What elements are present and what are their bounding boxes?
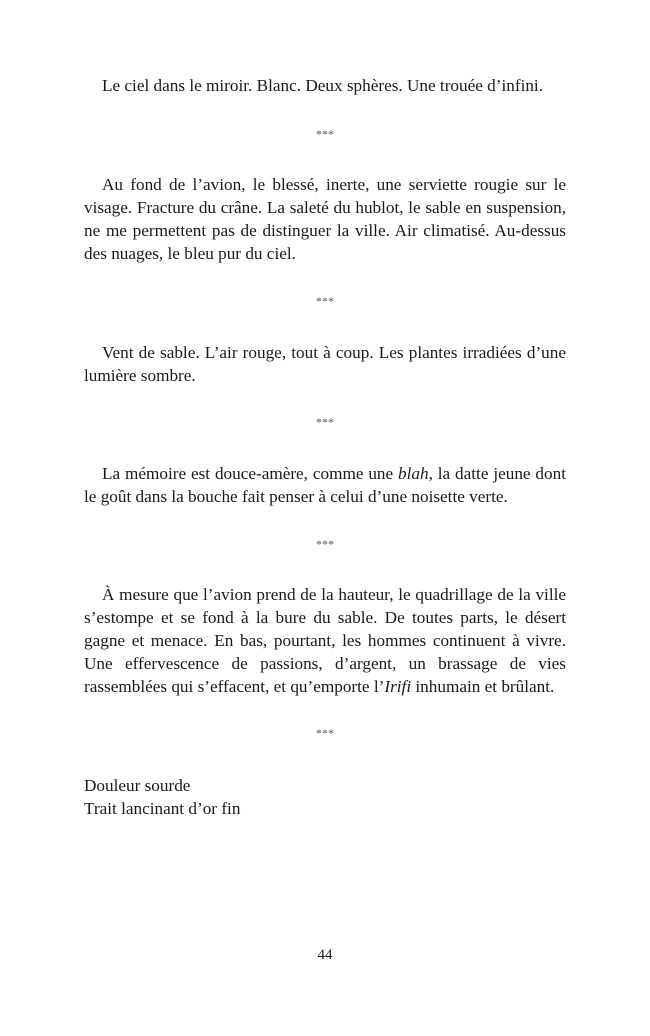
page-body — [84, 74, 566, 820]
section-separator-4: *** — [316, 537, 334, 551]
paragraph-2 — [84, 173, 566, 265]
paragraph-2-text: Au fond de l’avion, le blessé, inerte, une serviette rougie sur le visage. Fracture du crâne. La saleté du hublot, le sable en suspension, ne me permettent pas de distinguer la ville. Air climatisé. Au-dessus des nuages, le bleu pur du ciel. — [84, 175, 566, 263]
section-separator-3: *** — [316, 415, 334, 429]
paragraph-5 — [84, 583, 566, 698]
verse-line-1: Douleur sourde — [84, 776, 191, 795]
section-separator-2: *** — [316, 294, 334, 308]
paragraph-5-italic-word: Irifi — [384, 677, 412, 696]
verse-block — [84, 774, 566, 820]
paragraph-1-text: Le ciel dans le miroir. Blanc. Deux sphères. Une trouée d’infini. — [102, 76, 544, 95]
paragraph-3 — [84, 341, 566, 387]
paragraph-4-text-a: La mémoire est douce-amère, comme une — [102, 464, 399, 483]
paragraph-4-italic-word: blah — [398, 464, 429, 483]
paragraph-4-text-b: , la datte jeune dont le goût dans la bouche fait penser à celui d’une noisette verte. — [84, 464, 566, 506]
section-separator-5: *** — [316, 726, 334, 740]
page-number: 44 — [317, 947, 333, 963]
paragraph-5-text-a: À mesure que l’avion prend de la hauteur, le quadrillage de la ville s’estompe et se fond à la bure du sable. De toutes parts, le désert gagne et menace. En bas, pourtant, les hommes continuent à vivre. Une effervescence de passions, d’argent, un brassage de vies rassemblées qui s’effacent, et qu’emporte l’ — [84, 585, 566, 696]
paragraph-3-text: Vent de sable. L’air rouge, tout à coup. Les plantes irradiées d’une lumière sombre. — [84, 343, 566, 385]
paragraph-5-text-b: inhumain et brûlant. — [411, 677, 555, 696]
paragraph-4 — [84, 462, 566, 508]
paragraph-1 — [84, 74, 566, 97]
section-separator-1: *** — [316, 127, 334, 141]
verse-line-2: Trait lancinant d’or fin — [84, 799, 241, 818]
